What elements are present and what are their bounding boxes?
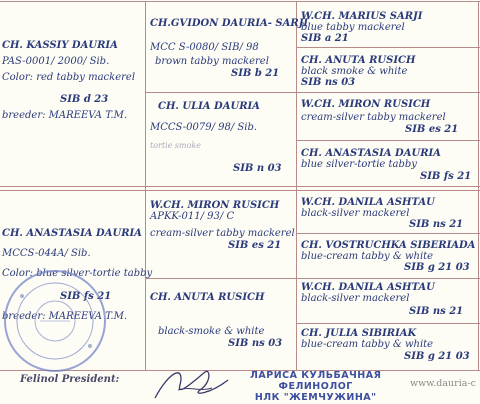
rule-gp-5: [296, 233, 480, 234]
grandparent-color: cream-silver tabby mackerel: [301, 112, 446, 123]
rule-middle-2: [0, 190, 480, 191]
rule-gp-2: [296, 92, 480, 93]
rule-gp-7: [296, 323, 480, 324]
dog-color: Color: blue silver-tortie tabby: [2, 268, 153, 279]
grandparent-color: blue-cream tabby & white: [301, 339, 434, 350]
dog-name: CH. ANASTASIA DAURIA: [2, 228, 142, 239]
website-text: www.dauria-c: [410, 378, 476, 389]
grandparent-ems: SIB g 21 03: [404, 351, 470, 362]
rule-parents-bottom: [145, 278, 297, 279]
dog-ems: SIB d 23: [60, 94, 109, 105]
dog-color: Color: red tabby mackerel: [2, 72, 136, 83]
felinologist-stamp: [250, 370, 381, 403]
grandparent-color: blue silver-tortie tabby: [301, 159, 417, 170]
dog-registration: PAS-0001/ 2000/ Sib.: [2, 56, 110, 67]
rule-parents-top: [145, 92, 297, 93]
col-divider-1: [145, 1, 146, 371]
sire-registration: MCC S-0080/ SIB/ 98: [150, 42, 259, 53]
grandparent-ems: SIB ns 03: [301, 77, 356, 88]
dam-ems: SIB ns 03: [228, 338, 283, 349]
dog-breeder: breeder: MAREEVA T.M.: [2, 311, 127, 322]
rule-gp-1: [296, 47, 480, 48]
rule-top: [0, 1, 480, 2]
grandparent-ems: SIB a 21: [301, 33, 349, 44]
stamp-line: ФЕЛИНОЛОГ: [278, 381, 353, 392]
col-divider-2: [296, 1, 297, 371]
club-seal-stamp: [0, 266, 110, 376]
sire-color: brown tabby mackerel: [155, 56, 269, 67]
president-label: Felinol President:: [20, 374, 120, 385]
grandparent-name: CH. VOSTRUCHKA SIBERIADA: [301, 240, 476, 251]
grandparent-ems: SIB ns 21: [409, 219, 464, 230]
stamp-line: НЛК "ЖЕМЧУЖИНА": [254, 392, 377, 403]
grandparent-color: black smoke & white: [301, 66, 408, 77]
col-divider-3: [478, 1, 479, 371]
grandparent-ems: SIB fs 21: [420, 171, 472, 182]
grandparent-ems: SIB g 21 03: [404, 262, 470, 273]
dam-name: CH. ULIA DAURIA: [158, 101, 260, 112]
sire-ems: SIB b 21: [231, 68, 280, 79]
dam-name: CH. ANUTA RUSICH: [150, 292, 265, 303]
sire-name: W.CH. MIRON RUSICH: [150, 200, 280, 211]
rule-middle: [0, 186, 480, 187]
grandparent-color: blue tabby mackerel: [301, 22, 405, 33]
dam-ems: SIB n 03: [233, 163, 282, 174]
grandparent-ems: SIB ns 21: [409, 306, 464, 317]
grandparent-name: W.CH. MARIUS SARJI: [301, 11, 423, 22]
sire-ems: SIB es 21: [228, 240, 282, 251]
sire-name: CH.GVIDON DAURIA- SARJI: [150, 18, 309, 29]
dog-breeder: breeder: MAREEVA T.M.: [2, 110, 127, 121]
grandparent-name: W.CH. DANILA ASHTAU: [301, 197, 435, 208]
rule-gp-3: [296, 140, 480, 141]
grandparent-color: black-silver mackerel: [301, 208, 410, 219]
dam-color: black-smoke & white: [158, 326, 265, 337]
dog-ems: SIB fs 21: [60, 291, 112, 302]
rule-gp-6: [296, 278, 480, 279]
grandparent-name: CH. JULIA SIBIRIAK: [301, 328, 417, 339]
grandparent-name: CH. ANUTA RUSICH: [301, 55, 416, 66]
stamp-line: ЛАРИСА КУЛЬБАЧНАЯ: [250, 370, 382, 381]
dog-name: CH. KASSIY DAURIA: [2, 40, 118, 51]
grandparent-name: W.CH. DANILA ASHTAU: [301, 282, 435, 293]
sire-registration: APKK-011/ 93/ C: [150, 211, 235, 222]
sire-color: cream-silver tabby mackerel: [150, 228, 295, 239]
dog-registration: MCCS-044A/ Sib.: [2, 248, 91, 259]
signature: [150, 360, 240, 404]
grandparent-name: W.CH. MIRON RUSICH: [301, 99, 431, 110]
dam-registration: MCCS-0079/ 98/ Sib.: [150, 122, 258, 133]
grandparent-color: blue-cream tabby & white: [301, 251, 434, 262]
grandparent-name: CH. ANASTASIA DAURIA: [301, 148, 441, 159]
grandparent-ems: SIB es 21: [405, 124, 459, 135]
grandparent-color: black-silver mackerel: [301, 293, 410, 304]
dam-color: tortie smoke: [150, 141, 201, 150]
